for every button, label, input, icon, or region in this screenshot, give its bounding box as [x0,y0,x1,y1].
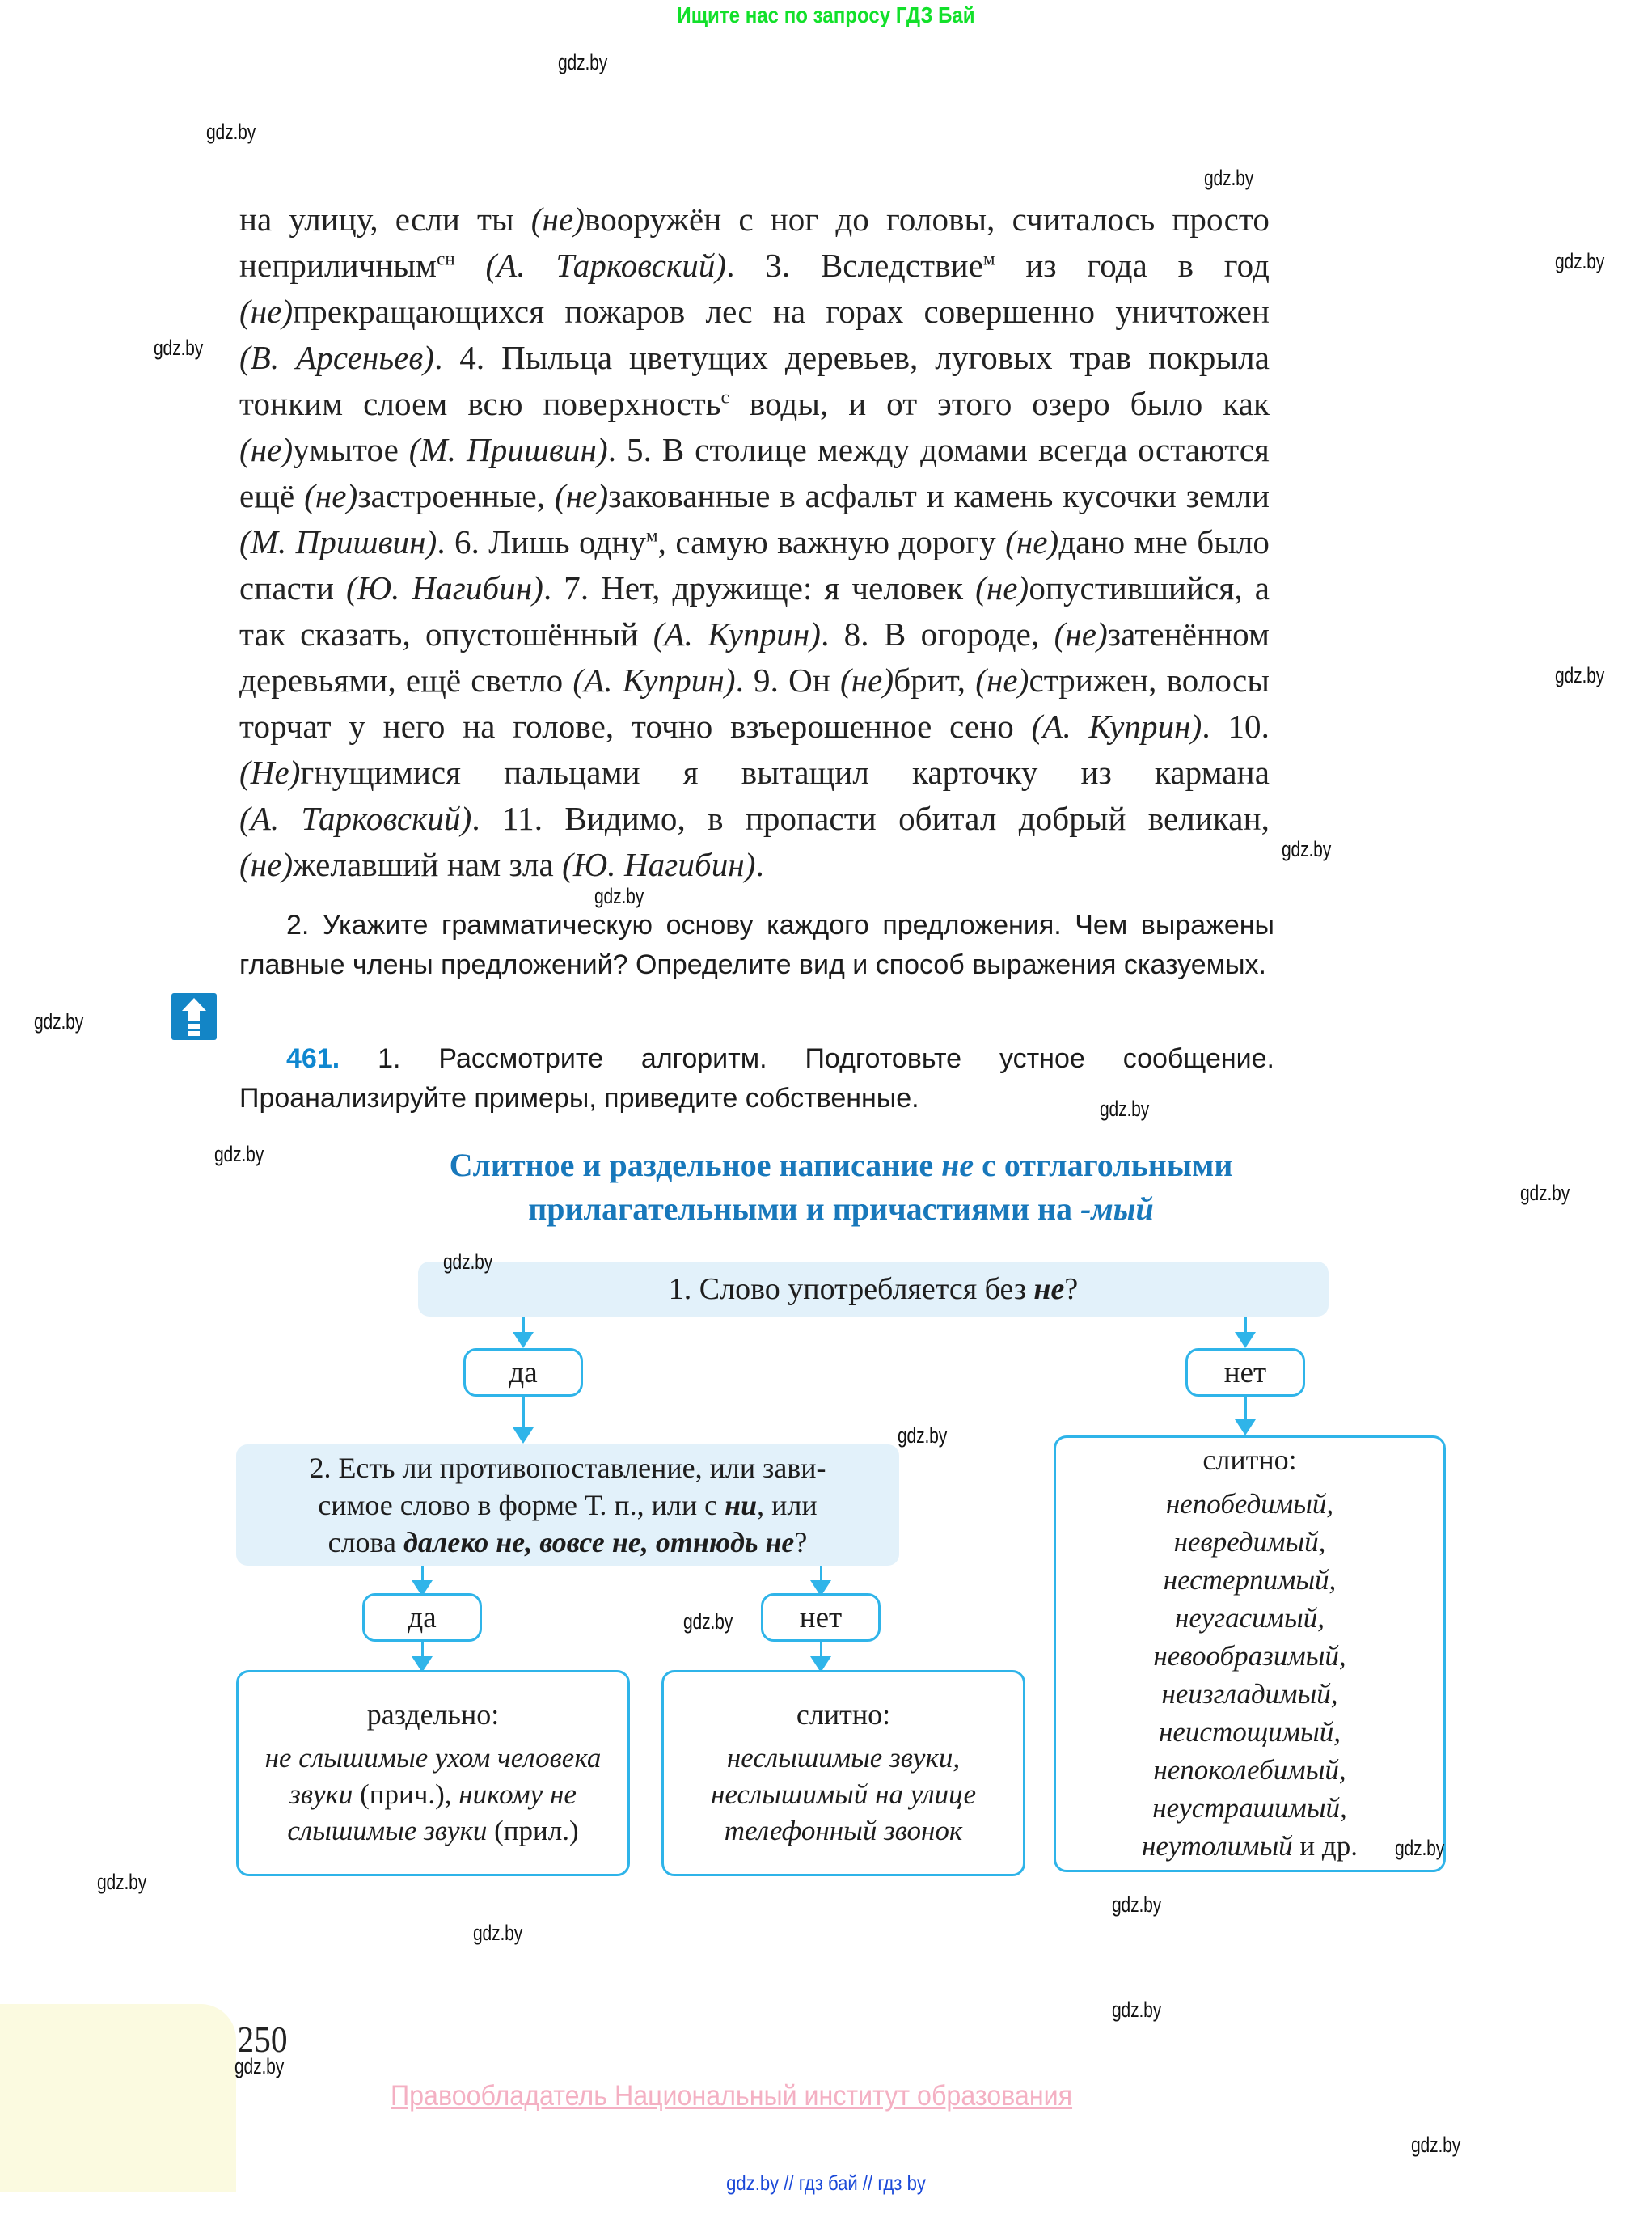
watermark: gdz.by [234,2054,285,2078]
watermark: gdz.by [473,1921,523,1945]
question-2-line-3: слова далеко не, вовсе не, отнюдь не? [327,1526,808,1558]
answer-no-2 [761,1593,881,1642]
arrow-yes1-q2 [513,1427,534,1444]
diagram-title [275,1144,1407,1231]
result-separate-body: не слышимые ухом человека звуки (прич.), никому не слышимые звуки (прил.) [264,1742,602,1846]
answer-yes-1-label: да [509,1355,538,1389]
connector-yes1-q2 [522,1397,525,1429]
question-2-line-2: симое слово в форме Т. п., или с ни, или [318,1489,818,1521]
result-always-together-box [1054,1435,1446,1872]
up-arrow-bookmark-icon [171,993,217,1040]
connector-no1-result [1244,1397,1247,1421]
watermark: gdz.by [1555,663,1605,687]
watermark: gdz.by [1520,1181,1570,1205]
result-together-body: неслышимые звуки, неслышимый на улице телефонный звонок [710,1742,977,1846]
result-together-box [661,1670,1025,1876]
answer-yes-1 [463,1348,583,1397]
result-always-together-head: слитно: [1202,1444,1297,1476]
diagram-title-line-1: Слитное и раздельное написание не с отглагольными [449,1147,1233,1183]
answer-no-1 [1185,1348,1305,1397]
exercise-number: 461. [286,1043,340,1074]
answer-no-1-label: нет [1223,1355,1267,1389]
answer-no-2-label: нет [799,1600,843,1634]
arrow-q1-yes [513,1332,534,1348]
watermark: gdz.by [1411,2133,1461,2157]
watermark: gdz.by [214,1142,264,1166]
watermark: gdz.by [1395,1836,1445,1860]
watermark: gdz.by [898,1423,948,1448]
connector-q1-yes [522,1317,525,1334]
watermark: gdz.by [1204,166,1254,190]
watermark: gdz.by [154,336,204,360]
exercise-460-text: на улицу, если ты (не)вооружён с ног до головы, считалось просто неприличным$^{сн}$ (А. Тарковский). 3. Вследствие$^м$ из года в год (не)прекращающихся пожаров лес на горах совершенно уничтожен (В. Арсеньев). 4. Пыльца цветущих деревьев, луговых трав покрыла тонким слоем всю поверхность$^с$ воды, и от этого озеро было как (не)умытое (М. Пришвин). 5. В столице между домами всегда остаются ещё (не)застроенные, (не)закованные в асфальт и камень кусочки земли (М. Пришвин). 6. Лишь одну$^м$, самую важную дорогу (не)дано мне было спасти (Ю. Нагибин). 7. Нет, дружище: я человек (не)опустившийся, а так сказать, опустошённый (А. Куприн). 8. В огороде, (не)затенённом деревьями, ещё светло (А. Куприн). 9. Он (не)брит, (не)стрижен, волосы торчат у него на голове, точно взъерошенное сено (А. Куприн). 10. (Не)гнущимися пальцами я вытащил карточку из кармана (А. Тарковский). 11. Видимо, в пропасти обитал добрый великан, (не)желавший нам зла (Ю. Нагибин). [239,201,1270,883]
diagram-title-line-2: прилагательными и причастиями на -мый [528,1190,1154,1227]
watermark: gdz.by [206,120,256,144]
watermark: gdz.by [683,1609,733,1634]
result-separate-box [236,1670,630,1876]
watermark: gdz.by [558,50,608,74]
question-2-box [236,1444,899,1566]
watermark: gdz.by [594,884,644,908]
answer-yes-2-label: да [408,1600,437,1634]
watermark: gdz.by [1555,249,1605,273]
watermark: gdz.by [1100,1097,1150,1121]
task-2-text: 2. Укажите грамматическую основу каждого предложения. Чем выражены главные члены предложений? Определите вид и способ выражения сказуемых. [239,910,1274,980]
answer-yes-2 [362,1593,482,1642]
exercise-461-text: 1. Рассмотрите алгоритм. Подготовьте устное сообщение. Проанализируйте примеры, приведите собственные. [239,1043,1274,1114]
footer-links: gdz.by // гдз бай // гдз by [726,2171,926,2195]
arrow-no1-result [1235,1419,1256,1435]
watermark: gdz.by [1282,837,1332,861]
promo-banner: Ищите нас по запросу ГДЗ Бай [677,2,975,27]
question-2-line-1: 2. Есть ли противопоставление, или зави- [309,1452,826,1484]
connector-q1-no [1244,1317,1247,1334]
result-together-head: слитно: [796,1698,891,1731]
task-2-instruction [239,906,1274,985]
page-number: 250 [237,2019,288,2060]
copyright-notice: Правообладатель Национальный институт образования [391,2080,1073,2112]
question-1-text: 1. Слово употребляется без не? [668,1272,1079,1306]
result-separate-head: раздельно: [366,1698,500,1731]
watermark: gdz.by [34,1009,84,1034]
algorithm-diagram [0,1132,1652,1949]
watermark: gdz.by [97,1870,147,1894]
page-corner-decoration [0,2004,236,2192]
watermark: gdz.by [1112,1892,1162,1917]
result-always-together-body: непобедимый, невредимый, нестерпимый, неугасимый, невообразимый, неизгладимый, неистощимый, непоколебимый, неустрашимый, неутолимый и др. [1142,1488,1358,1862]
arrow-q1-no [1235,1332,1256,1348]
watermark: gdz.by [1112,1998,1162,2022]
watermark: gdz.by [443,1249,493,1274]
exercise-461 [239,1039,1274,1118]
question-1-box [418,1262,1329,1317]
